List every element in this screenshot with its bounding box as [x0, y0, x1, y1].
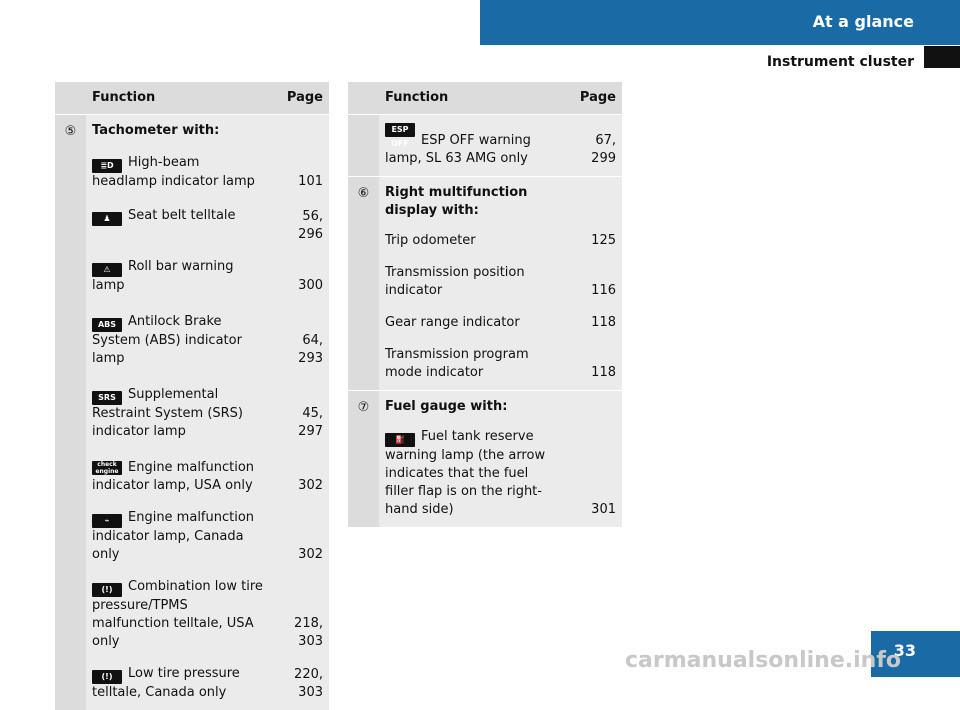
engine-icon: ⌁	[92, 514, 122, 528]
header-marker	[924, 46, 960, 68]
section-title: At a glance	[813, 12, 914, 31]
item-number: ⑦	[348, 391, 379, 528]
page-ref: 218, 303	[271, 568, 329, 655]
function-item: ESP OFF ESP OFF warning lamp, SL 63 AMG only	[379, 115, 564, 177]
page-ref: 101	[271, 142, 329, 195]
page-header: Page	[271, 82, 329, 115]
abs-icon: ABS	[92, 318, 122, 332]
page-ref: 64, 293	[271, 299, 329, 372]
function-item: ♟ Seat belt telltale	[86, 195, 271, 248]
page-number: 33	[894, 641, 916, 660]
item-number: ⑥	[348, 177, 379, 391]
function-item: check engine Engine malfunction indicator lamp, USA only	[86, 445, 271, 499]
page-ref: 302	[271, 445, 329, 499]
function-item: Gear range indicator	[379, 304, 564, 336]
page-ref: 220, 303	[271, 655, 329, 710]
page-ref: 67, 299	[564, 115, 622, 177]
item-number	[348, 115, 379, 177]
function-item: (!) Combination low tire pressure/TPMS malfunction telltale, USA only	[86, 568, 271, 655]
page-header: Page	[564, 82, 622, 115]
function-item: ⌁ Engine malfunction indicator lamp, Canada only	[86, 499, 271, 568]
page-ref: 56, 296	[271, 195, 329, 248]
roll-bar-icon: ⚠	[92, 263, 122, 277]
function-item: SRS Supplemental Restraint System (SRS) indicator lamp	[86, 372, 271, 445]
page-ref: 302	[271, 499, 329, 568]
check-engine-icon: check engine	[92, 461, 122, 475]
num-header	[55, 82, 86, 115]
page-ref: 300	[271, 248, 329, 299]
function-table-left	[55, 82, 329, 710]
page-ref: 118	[564, 304, 622, 336]
function-item: ⚠ Roll bar warning lamp	[86, 248, 271, 299]
tire-pressure-icon: (!)	[92, 670, 122, 684]
esp-off-icon: ESP OFF	[385, 123, 415, 137]
srs-icon: SRS	[92, 391, 122, 405]
item-number: ⑤	[55, 115, 86, 710]
function-item: Transmission program mode indicator	[379, 336, 564, 391]
tire-pressure-icon: (!)	[92, 583, 122, 597]
function-item: ABS Antilock Brake System (ABS) indicator lamp	[86, 299, 271, 372]
function-header: Function	[86, 82, 271, 115]
page-ref: 118	[564, 336, 622, 391]
function-table-right	[348, 82, 622, 527]
page-ref: 301	[564, 418, 622, 527]
function-item: ⛽ Fuel tank reserve warning lamp (the arrow indicates that the fuel filler flap is on the right-hand side)	[379, 418, 564, 527]
group-title: Right multifunction display with:	[379, 177, 564, 223]
function-item: (!) Low tire pressure telltale, Canada only	[86, 655, 271, 710]
function-item: Trip odometer	[379, 222, 564, 254]
num-header	[348, 82, 379, 115]
function-item: Transmission position indicator	[379, 254, 564, 304]
function-item: ≣D High-beam headlamp indicator lamp	[86, 142, 271, 195]
page-ref: 125	[564, 222, 622, 254]
function-header: Function	[379, 82, 564, 115]
high-beam-icon: ≣D	[92, 159, 122, 173]
page-ref: 45, 297	[271, 372, 329, 445]
group-title: Fuel gauge with:	[379, 391, 564, 419]
section-subtitle: Instrument cluster	[767, 54, 914, 70]
page-ref: 116	[564, 254, 622, 304]
fuel-pump-icon: ⛽	[385, 433, 415, 447]
group-title: Tachometer with:	[86, 115, 271, 143]
seat-belt-icon: ♟	[92, 212, 122, 226]
watermark-text: carmanualsonline.info	[625, 648, 901, 673]
